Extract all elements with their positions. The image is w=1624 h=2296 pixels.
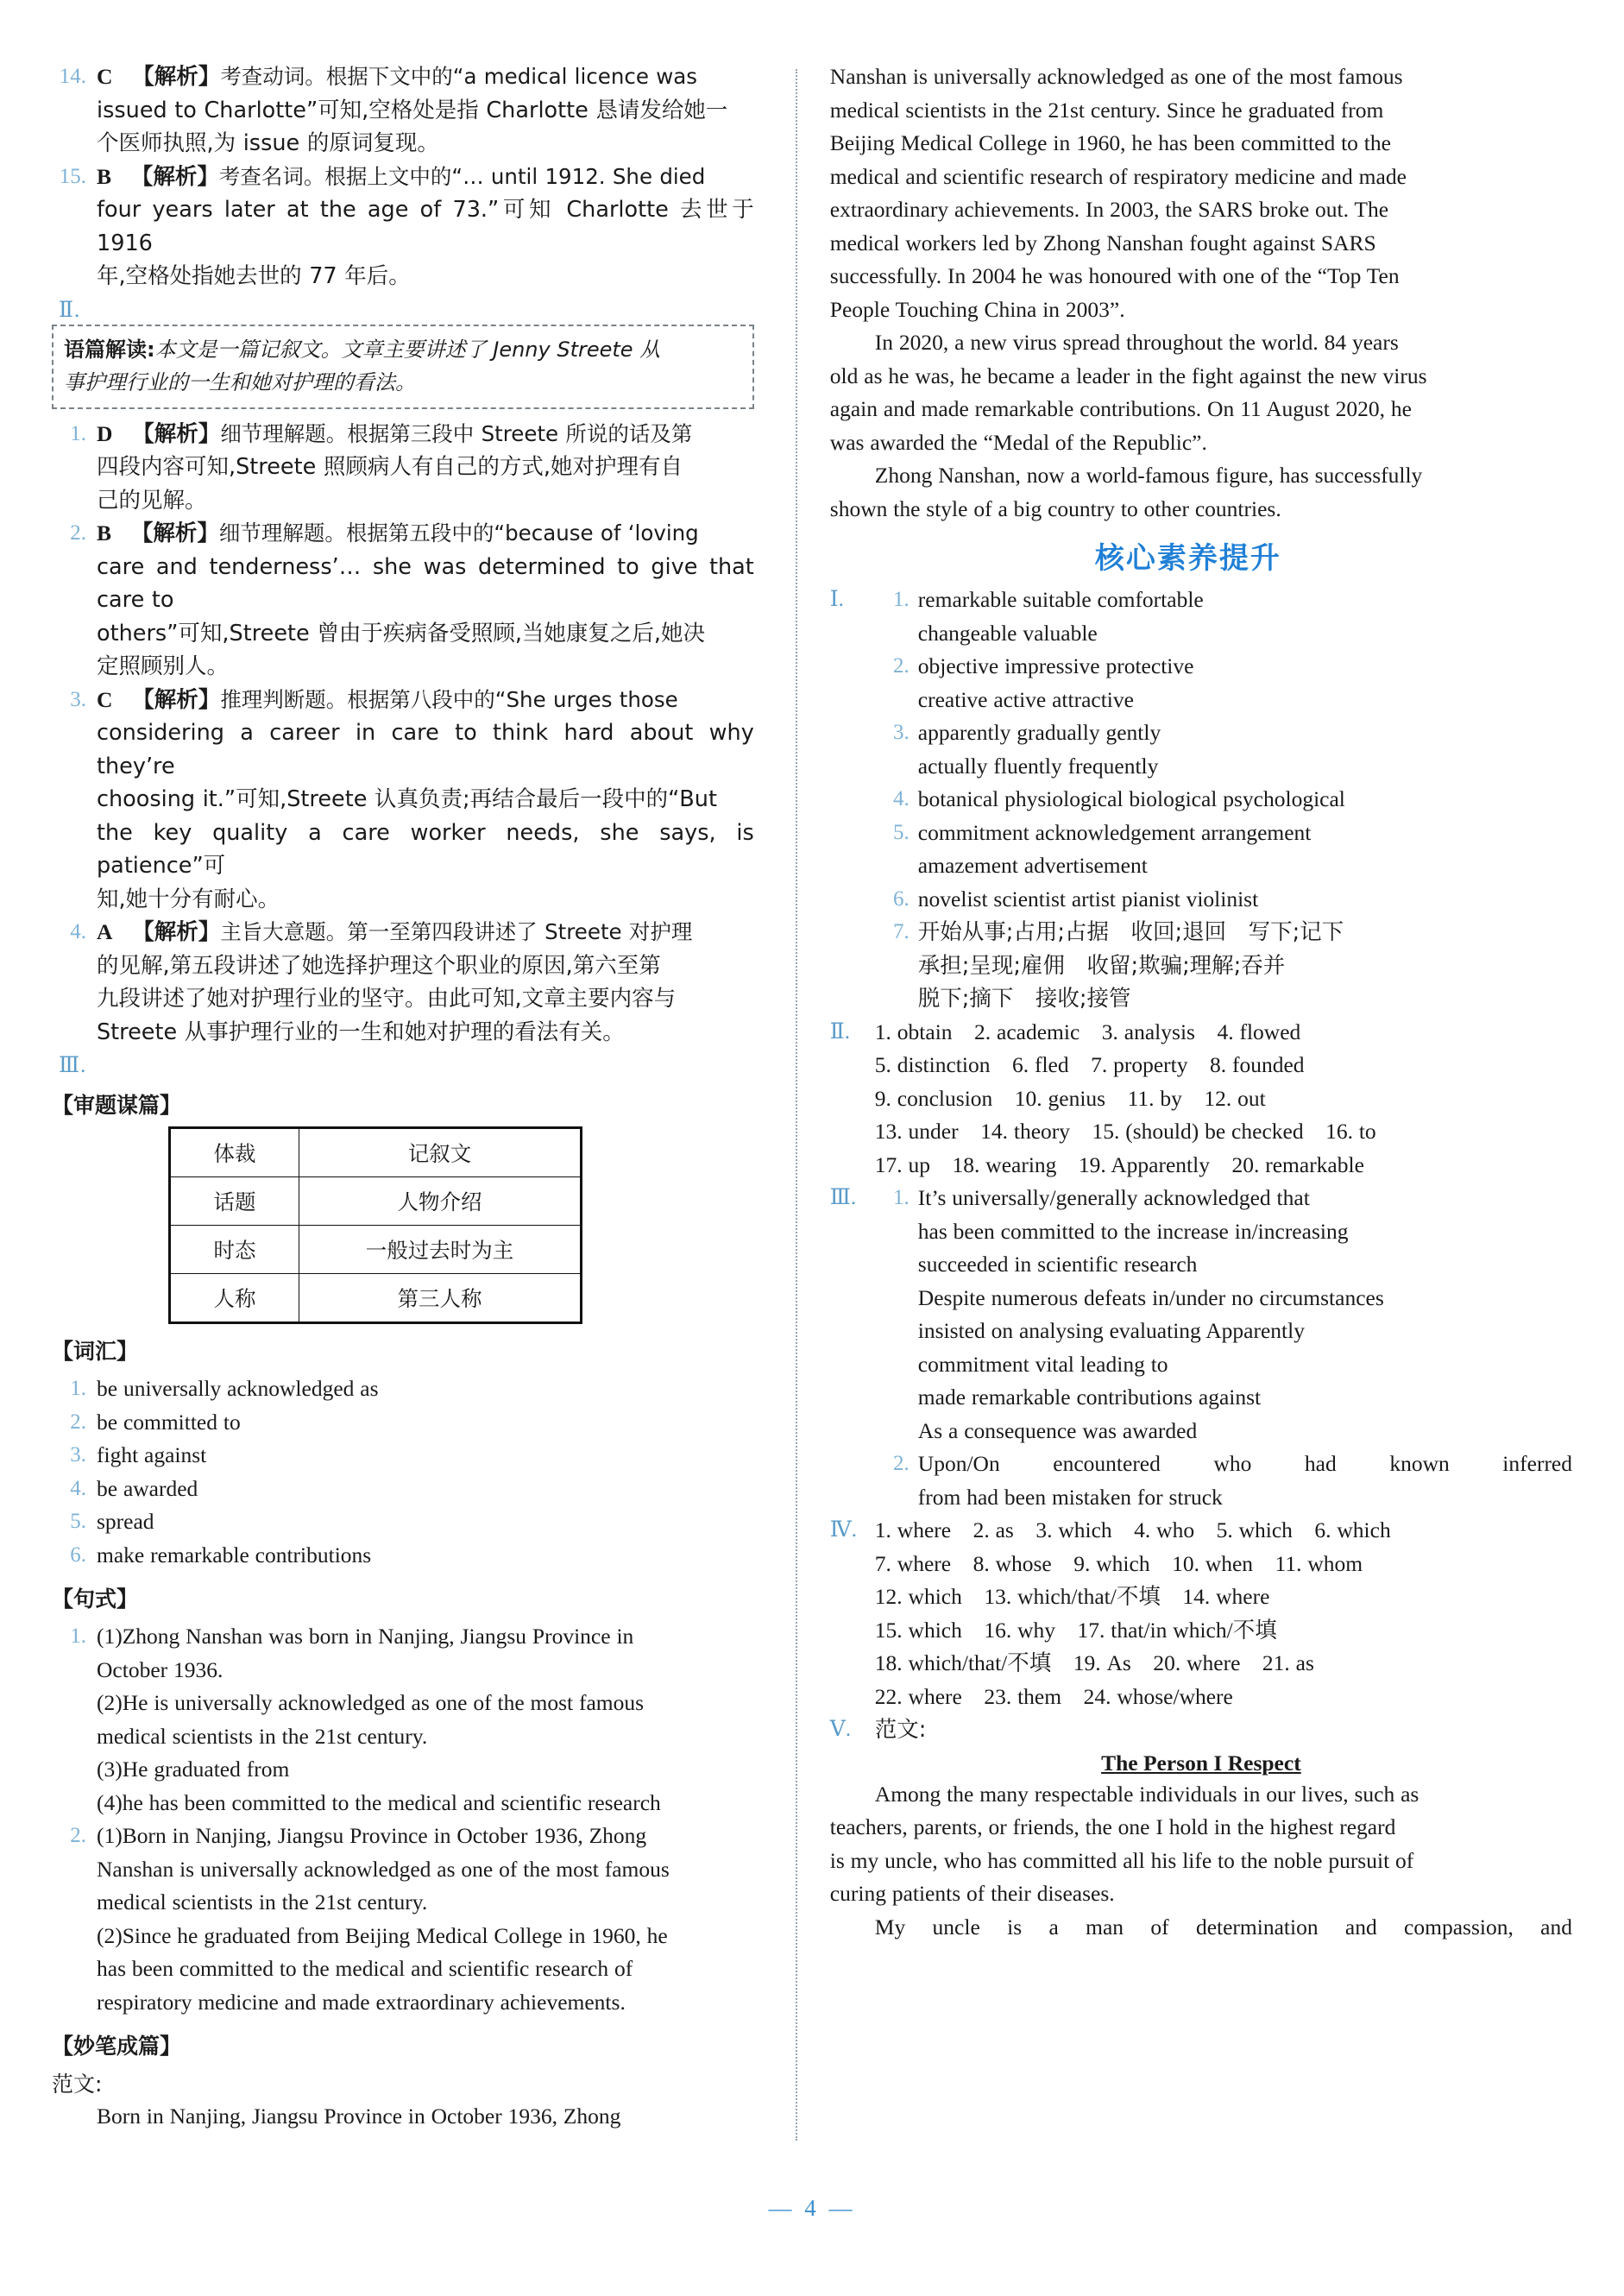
- page-number: — 4 —: [768, 2195, 856, 2221]
- item-text: October 1936.: [97, 1656, 223, 1682]
- answer-letter: A: [97, 919, 113, 944]
- item-index: 1.: [893, 1186, 910, 1209]
- section-roman-5: Ⅴ.: [829, 1718, 852, 1741]
- item-text: changeable valuable: [917, 620, 1098, 646]
- item-index: 2.: [893, 654, 910, 678]
- item-text: 定照顾别人。: [97, 653, 230, 679]
- item-text: considering a career in care to think hard about why they’re: [97, 720, 754, 779]
- item-index: 7.: [893, 920, 910, 943]
- item-index: 2.: [70, 1410, 86, 1434]
- list-item: [830, 916, 1572, 1016]
- item-index: 2.: [70, 1824, 86, 1847]
- item-text: creative active attractive: [917, 686, 1134, 712]
- item-first-line: [97, 916, 754, 949]
- item-text: has been committed to the medical and scientific research of: [97, 1956, 633, 1981]
- item-first-line: [97, 418, 754, 451]
- list-item: [830, 883, 1572, 917]
- item-index: 6.: [893, 886, 910, 911]
- item-text: commitment acknowledgement arrangement: [917, 819, 1312, 845]
- list-item: [52, 1505, 754, 1539]
- essay-line: again and made remarkable contributions. On 11 August 2020, he: [829, 396, 1412, 421]
- list-item: [830, 650, 1572, 716]
- item-first-line: [97, 60, 754, 94]
- essay-line: curing patients of their diseases.: [829, 1881, 1115, 1906]
- item-text: 个医师执照,为 issue 的原词复现。: [97, 130, 439, 156]
- fanwen-label: 范文:: [52, 2072, 103, 2097]
- fanwen-first-line: Born in Nanjing, Jiangsu Province in October 1936, Zhong: [97, 2104, 621, 2129]
- table-cell-key: 人称: [170, 1274, 299, 1323]
- item-text: amazement advertisement: [917, 853, 1148, 878]
- item-text: 18. which/that/不填 19. As 20. where 21. as: [874, 1650, 1314, 1675]
- essay-line: is my uncle, who has committed all his life to the noble pursuit of: [829, 1847, 1414, 1873]
- item-text: issued to Charlotte”可知,空格处是指 Charlotte 恳请发给她一: [97, 97, 728, 123]
- essay-line: extraordinary achievements. In 2003, the SARS broke out. The: [829, 197, 1389, 222]
- item-text: 开始从事;占用;占据 收回;退回 写下;记下: [917, 919, 1344, 945]
- list-item: [52, 1406, 754, 1440]
- item-text: 1. obtain 2. academic 3. analysis 4. flowed: [874, 1019, 1301, 1044]
- discourse-line-1: [64, 333, 742, 366]
- table-row: [170, 1274, 582, 1323]
- item-text: medical scientists in the 21st century.: [97, 1889, 428, 1914]
- item-text: be awarded: [97, 1475, 198, 1501]
- list-item: [52, 60, 754, 161]
- item-text: novelist scientist artist pianist violinist: [917, 886, 1259, 911]
- essay-line: shown the style of a big country to other countries.: [829, 495, 1281, 521]
- essay-line: was awarded the “Medal of the Republic”.: [829, 429, 1207, 455]
- table-cell-key: 话题: [170, 1177, 299, 1226]
- section-roman-2: Ⅱ.: [59, 298, 81, 322]
- analysis-tag: 【解析】: [132, 919, 221, 945]
- item-index: 1.: [70, 1624, 86, 1648]
- item-text: 细节理解题。根据第三段中 Streete 所说的话及第: [220, 420, 693, 446]
- essay-line: Beijing Medical College in 1960, he has been committed to the: [829, 130, 1391, 155]
- essay-line: medical workers led by Zhong Nanshan fought against SARS: [829, 230, 1376, 255]
- list-item: [52, 1439, 754, 1473]
- answer-letter: D: [97, 420, 113, 446]
- left-column: [52, 60, 787, 2158]
- essay-line: People Touching China in 2003”.: [829, 296, 1125, 322]
- essay-line: In 2020, a new virus spread throughout the world. 84 years: [874, 330, 1399, 355]
- item-text: succeeded in scientific research: [917, 1252, 1198, 1277]
- shenti-heading: 【审题谋篇】: [52, 1093, 182, 1118]
- list-item: [830, 716, 1572, 783]
- section-roman-1: Ⅰ.: [829, 588, 844, 611]
- item-text: (2)He is universally acknowledged as one of the most famous: [97, 1690, 645, 1715]
- two-column-layout: [52, 60, 1572, 2158]
- item-text: 1. where 2. as 3. which 4. who 5. which 6. which: [874, 1517, 1391, 1542]
- item-text: the key quality a care worker needs, she says, is patience”可: [97, 819, 754, 879]
- table-cell-value: 一般过去时为主: [299, 1226, 582, 1274]
- item-text: remarkable suitable comfortable: [917, 587, 1204, 612]
- list-item: [52, 1539, 754, 1573]
- item-text: medical scientists in the 21st century.: [97, 1723, 428, 1749]
- item-text: 9. conclusion 10. genius 11. by 12. out: [874, 1085, 1266, 1111]
- item-index: 4.: [893, 787, 910, 811]
- item-text: 17. up 18. wearing 19. Apparently 20. remarkable: [874, 1151, 1364, 1177]
- list-item: [52, 684, 754, 917]
- analysis-tag: 【解析】: [130, 163, 219, 190]
- item-text: (1)Born in Nanjing, Jiangsu Province in October 1936, Zhong: [97, 1823, 647, 1848]
- analysis-tag: 【解析】: [132, 64, 221, 90]
- table-cell-value: 第三人称: [299, 1274, 582, 1323]
- essay-title: The Person I Respect: [1101, 1750, 1301, 1776]
- item-text: 5. distinction 6. fled 7. property 8. founded: [874, 1052, 1305, 1077]
- table-cell-value: 人物介绍: [299, 1177, 582, 1226]
- item-text: fight against: [97, 1442, 207, 1467]
- item-index: 5.: [70, 1510, 86, 1533]
- right-column: [821, 60, 1572, 2158]
- essay-line: Among the many respectable individuals in our lives, such as: [874, 1781, 1419, 1807]
- item-text: 四段内容可知,Streete 照顾病人有自己的方式,她对护理有自: [97, 454, 683, 480]
- item-text: apparently gradually gently: [917, 720, 1161, 745]
- item-index: 3.: [893, 721, 910, 744]
- item-index: 4.: [70, 920, 86, 943]
- item-text: objective impressive protective: [917, 653, 1194, 678]
- list-item: [830, 1182, 1572, 1448]
- item-text: Upon/On encountered who had known inferred: [917, 1451, 1572, 1476]
- item-index: 1.: [70, 421, 86, 445]
- item-text: respiratory medicine and made extraordinary achievements.: [97, 1989, 626, 2015]
- item-text: Nanshan is universally acknowledged as one of the most famous: [97, 1856, 670, 1882]
- item-text: 12. which 13. which/that/不填 14. where: [874, 1584, 1270, 1609]
- list-item: [52, 418, 754, 518]
- item-text: be committed to: [97, 1409, 241, 1435]
- list-item: [830, 783, 1572, 817]
- item-text: 7. where 8. whose 9. which 10. when 11. whom: [874, 1550, 1363, 1576]
- item-text: Streete 从事护理行业的一生和她对护理的看法有关。: [97, 1019, 625, 1045]
- discourse-text: 本文是一篇记叙文。文章主要讲述了 Jenny Streete 从: [154, 337, 661, 362]
- essay-line: Zhong Nanshan, now a world-famous figure, has successfully: [874, 463, 1423, 488]
- item-text: four years later at the age of 73.”可知 Charlotte 去世于 1916: [97, 197, 754, 256]
- item-text: 考查名词。根据上文中的“… until 1912. She died: [218, 163, 706, 189]
- list-item: [830, 583, 1572, 650]
- item-index: 3.: [70, 1443, 86, 1467]
- item-text: It’s universally/generally acknowledged that: [917, 1185, 1310, 1210]
- item-text: has been committed to the increase in/increasing: [917, 1218, 1349, 1244]
- list-item: [830, 1016, 1572, 1183]
- item-text: spread: [97, 1509, 154, 1534]
- item-text: 22. where 23. them 24. whose/where: [874, 1683, 1233, 1709]
- item-index: 1.: [70, 1377, 86, 1400]
- item-index: 15.: [59, 164, 86, 188]
- table-cell-key: 体裁: [170, 1128, 299, 1177]
- item-text: As a consequence was awarded: [917, 1417, 1198, 1443]
- item-text: botanical physiological biological psychological: [917, 786, 1345, 811]
- item-text: be universally acknowledged as: [97, 1376, 379, 1401]
- item-first-line: [97, 517, 754, 551]
- item-text: (4)he has been committed to the medical and scientific research: [97, 1789, 661, 1815]
- essay-line: Nanshan is universally acknowledged as one of the most famous: [829, 64, 1403, 89]
- essay-line: medical scientists in the 21st century. Since he graduated from: [829, 97, 1384, 123]
- list-item: [52, 916, 754, 1049]
- table-row: [170, 1128, 582, 1177]
- item-text: 13. under 14. theory 15. (should) be checked 16. to: [874, 1119, 1376, 1144]
- section-roman-3: Ⅲ.: [59, 1054, 87, 1077]
- answer-letter: B: [97, 520, 112, 546]
- section-roman-4: Ⅳ.: [829, 1518, 858, 1542]
- item-text: Despite numerous defeats in/under no circumstances: [917, 1284, 1384, 1310]
- essay-analysis-table: [168, 1126, 582, 1324]
- list-item: [830, 1514, 1572, 1713]
- item-text: (3)He graduated from: [97, 1757, 290, 1782]
- fanwen-label: 范文:: [874, 1717, 927, 1743]
- item-text: 承担;呈现;雇佣 收留;欺骗;理解;吞并: [917, 952, 1286, 979]
- answer-letter: C: [97, 64, 113, 89]
- table-row: [170, 1226, 582, 1274]
- core-competency-banner: 核心素养提升: [1094, 541, 1281, 576]
- item-text: 知,她十分有耐心。: [97, 886, 280, 912]
- item-index: 5.: [893, 820, 910, 844]
- essay-line: My uncle is a man of determination and compassion, and: [874, 1914, 1572, 1940]
- essay-line: successfully. In 2004 he was honoured with one of the “Top Ten: [829, 263, 1400, 288]
- analysis-tag: 【解析】: [130, 520, 219, 546]
- item-text: 九段讲述了她对护理行业的坚守。由此可知,文章主要内容与: [97, 986, 677, 1012]
- jushi-heading: 【句式】: [52, 1586, 139, 1612]
- essay-line: old as he was, he became a leader in the fight against the new virus: [829, 363, 1427, 388]
- list-item: [830, 817, 1572, 883]
- item-text: 脱下;摘下 接收;接管: [917, 986, 1131, 1012]
- item-text: 考查动词。根据下文中的“a medical licence was: [220, 64, 698, 89]
- answer-letter: B: [97, 163, 112, 189]
- analysis-tag: 【解析】: [132, 420, 221, 447]
- item-index: 6.: [70, 1542, 86, 1567]
- item-text: make remarkable contributions: [97, 1542, 372, 1567]
- section-roman-3: Ⅲ.: [829, 1186, 857, 1209]
- essay-line: teachers, parents, or friends, the one I hold in the highest regard: [829, 1814, 1396, 1839]
- item-text: 主旨大意题。第一至第四段讲述了 Streete 对护理: [220, 919, 693, 944]
- item-first-line: [97, 161, 754, 194]
- item-text: 的见解,第五段讲述了她选择护理这个职业的原因,第六至第: [97, 952, 661, 979]
- list-item: [52, 1820, 754, 2019]
- table-cell-key: 时态: [170, 1226, 299, 1274]
- cihui-heading: 【词汇】: [52, 1339, 139, 1364]
- item-text: 己的见解。: [97, 487, 207, 514]
- item-text: 推理判断题。根据第八段中的“She urges those: [220, 686, 678, 712]
- discourse-analysis-box: [52, 325, 754, 409]
- item-text: (2)Since he graduated from Beijing Medical College in 1960, he: [97, 1922, 668, 1948]
- item-index: 3.: [70, 687, 86, 711]
- miaobi-heading: 【妙笔成篇】: [52, 2034, 182, 2059]
- item-text: 年,空格处指她去世的 77 年后。: [97, 263, 411, 289]
- discourse-line-2: 事护理行业的一生和她对护理的看法。: [64, 369, 416, 394]
- answer-letter: C: [97, 686, 113, 712]
- item-text: commitment vital leading to: [917, 1351, 1168, 1377]
- item-text: 细节理解题。根据第五段中的“because of ‘loving: [218, 520, 699, 546]
- item-index: 2.: [893, 1452, 910, 1475]
- list-item: [52, 1620, 754, 1820]
- item-text: from had been mistaken for struck: [917, 1484, 1223, 1510]
- item-index: 2.: [70, 521, 86, 545]
- analysis-tag: 【解析】: [132, 686, 221, 713]
- item-text: insisted on analysing evaluating Apparently: [917, 1318, 1305, 1343]
- item-text: actually fluently frequently: [917, 753, 1159, 779]
- section-roman-2: Ⅱ.: [829, 1019, 851, 1044]
- list-item: [52, 161, 754, 293]
- column-divider: [796, 69, 797, 2141]
- item-text: (1)Zhong Nanshan was born in Nanjing, Jiangsu Province in: [97, 1624, 634, 1649]
- essay-line: medical and scientific research of respiratory medicine and made: [829, 163, 1407, 189]
- list-item: [52, 1473, 754, 1506]
- item-text: 15. which 16. why 17. that/in which/不填: [874, 1617, 1277, 1643]
- table-row: [170, 1177, 582, 1226]
- list-item: [830, 1713, 1572, 1747]
- item-index: 14.: [59, 65, 86, 88]
- item-index: 4.: [70, 1476, 86, 1500]
- item-index: 1.: [893, 588, 910, 611]
- discourse-label: 语篇解读:: [64, 337, 155, 362]
- list-item: [52, 1372, 754, 1406]
- item-first-line: [97, 684, 754, 717]
- list-item: [830, 1448, 1572, 1514]
- item-text: choosing it.”可知,Streete 认真负责;再结合最后一段中的“But: [97, 786, 717, 812]
- item-text: others”可知,Streete 曾由于疾病备受照顾,当她康复之后,她决: [97, 620, 706, 647]
- list-item: [52, 517, 754, 684]
- item-text: care and tenderness’… she was determined to give that care to: [97, 553, 754, 613]
- table-cell-value: 记叙文: [299, 1128, 582, 1177]
- item-text: made remarkable contributions against: [917, 1385, 1262, 1410]
